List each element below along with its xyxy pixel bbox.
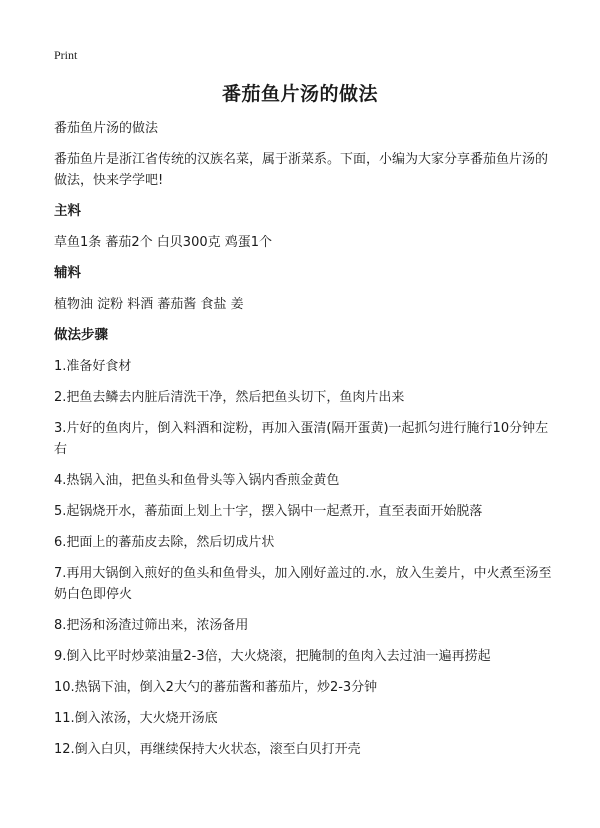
step-item: 6.把面上的蕃茄皮去除，然后切成片状 (54, 535, 275, 550)
step-item: 3.片好的鱼肉片，倒入料酒和淀粉，再加入蛋清(隔开蛋黄)一起抓匀进行腌行10分钟左右 (54, 421, 549, 457)
main-ingredients-heading: 主料 (54, 203, 81, 219)
steps-list (54, 356, 554, 760)
step-item: 2.把鱼去鳞去内脏后清洗干净，然后把鱼头切下，鱼肉片出来 (54, 390, 405, 405)
main-ingredients-list: 草鱼1条 蕃茄2个 白贝300克 鸡蛋1个 (54, 235, 273, 250)
recipe-content (54, 118, 554, 770)
step-item: 8.把汤和汤渣过筛出来，浓汤备用 (54, 618, 249, 633)
page-title: 番茄鱼片汤的做法 (221, 83, 378, 105)
steps-heading: 做法步骤 (54, 327, 108, 343)
step-item: 4.热锅入油，把鱼头和鱼骨头等入锅内香煎金黄色 (54, 473, 340, 488)
auxiliary-ingredients-heading: 辅料 (54, 265, 81, 281)
step-item: 5.起锅烧开水，蕃茄面上划上十字，摆入锅中一起煮开，直至表面开始脱落 (54, 504, 483, 519)
step-item: 10.热锅下油，倒入2大勺的蕃茄酱和蕃茄片，炒2-3分钟 (54, 680, 378, 695)
recipe-intro: 番茄鱼片是浙江省传统的汉族名菜，属于浙菜系。下面，小编为大家分享番茄鱼片汤的做法，快来学学吧! (54, 152, 549, 188)
step-item: 9.倒入比平时炒菜油量2-3倍，大火烧滚，把腌制的鱼肉入去过油一遍再捞起 (54, 649, 491, 664)
step-item: 11.倒入浓汤，大火烧开汤底 (54, 711, 218, 726)
auxiliary-ingredients-list: 植物油 淀粉 料酒 蕃茄酱 食盐 姜 (54, 297, 244, 312)
step-item: 7.再用大锅倒入煎好的鱼头和鱼骨头，加入刚好盖过的.水，放入生姜片，中火煮至汤至奶白色即停火 (54, 566, 552, 602)
step-item: 12.倒入白贝，再继续保持大火状态，滚至白贝打开壳 (54, 742, 361, 757)
print-link[interactable]: Print (54, 48, 78, 62)
step-item: 1.准备好食材 (54, 359, 132, 374)
recipe-subtitle: 番茄鱼片汤的做法 (54, 121, 159, 136)
